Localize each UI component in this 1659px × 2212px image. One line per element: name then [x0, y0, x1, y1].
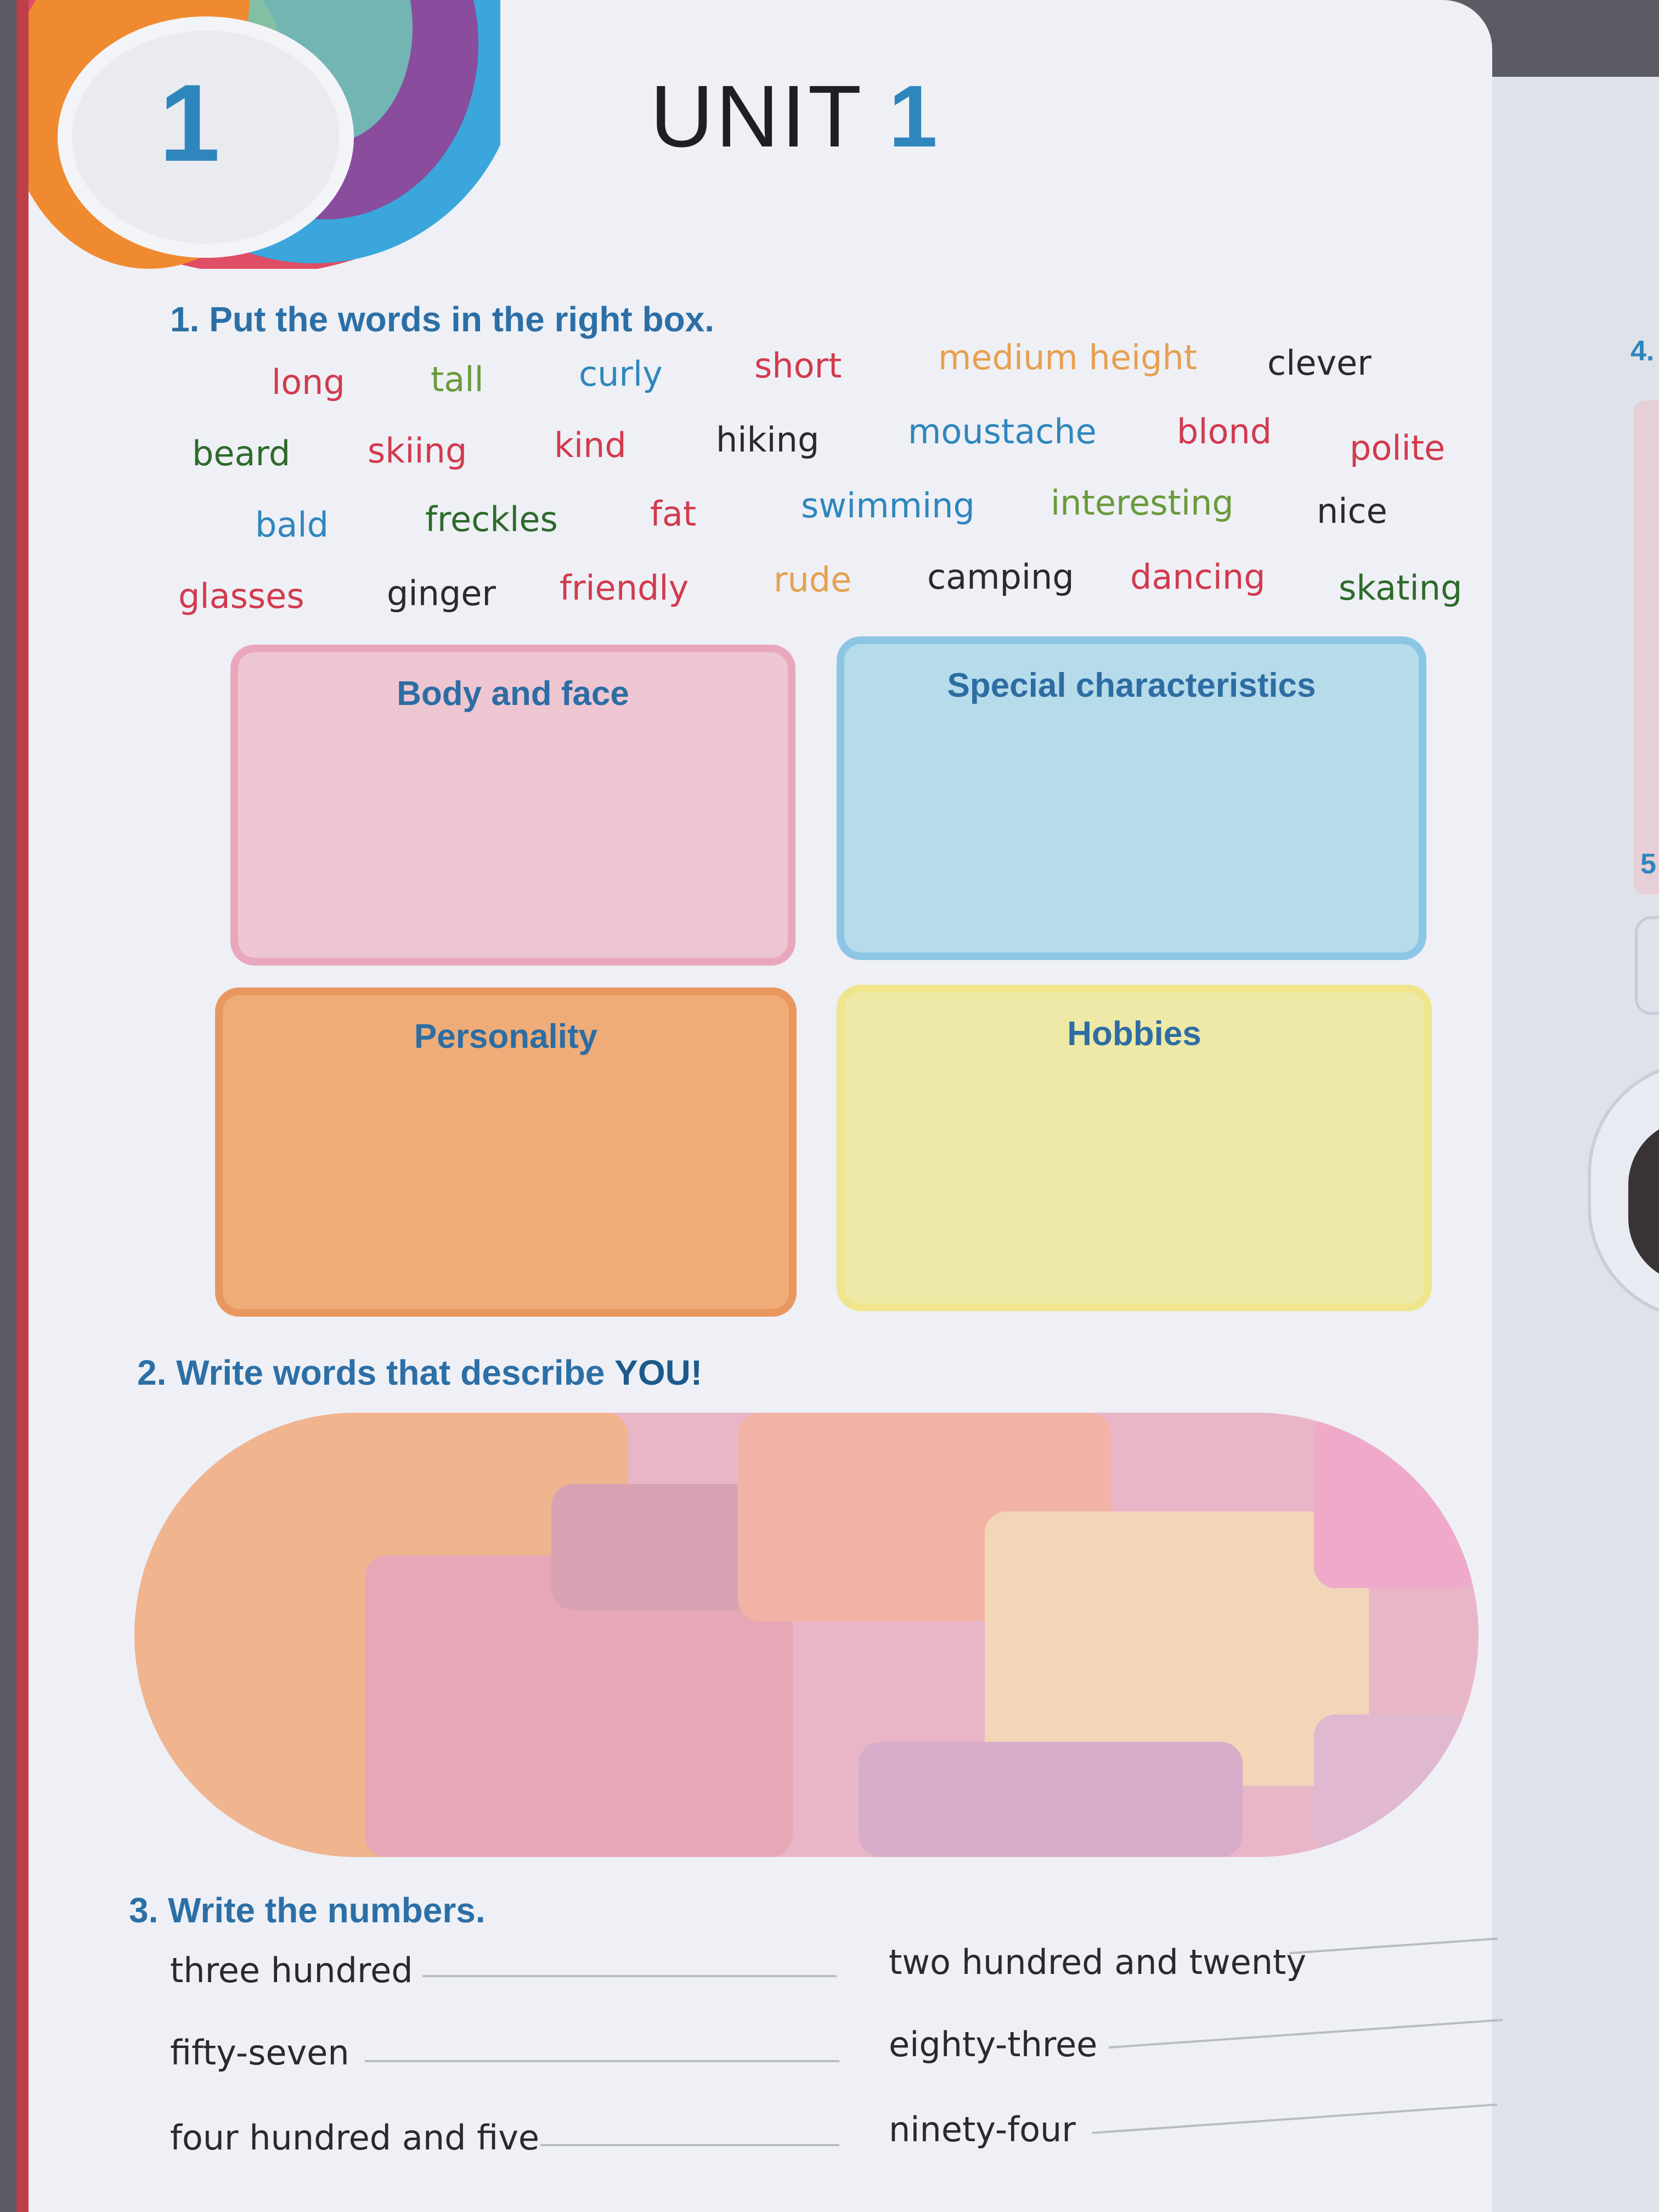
number-item: four hundred and five	[170, 2118, 540, 2158]
word-bank-item: bald	[255, 505, 329, 545]
word-bank-item: polite	[1350, 428, 1446, 468]
box-hobbies-header: Hobbies	[1067, 1015, 1201, 1053]
word-bank-item: ginger	[387, 573, 496, 613]
answer-line[interactable]	[365, 2060, 839, 2062]
page-spine	[16, 0, 29, 2212]
neighbor-page	[1481, 77, 1659, 2212]
unit-title-number: 1	[888, 67, 940, 165]
word-bank-item: camping	[927, 557, 1074, 597]
word-bank-item: skiing	[368, 431, 467, 471]
number-item: fifty-seven	[170, 2033, 349, 2073]
task-1-title: 1. Put the words in the right box.	[170, 300, 715, 339]
neighbor-pink-strip	[1634, 400, 1659, 894]
word-bank-item: moustache	[908, 411, 1097, 452]
box-personality-header: Personality	[414, 1018, 598, 1056]
describe-you-writing-band	[134, 1413, 1479, 1857]
box-special-characteristics	[837, 636, 1426, 960]
word-bank-item: friendly	[560, 568, 689, 608]
task-2-title-emphasis: YOU!	[614, 1353, 703, 1392]
unit-title-word: UNIT	[650, 67, 862, 165]
page-title	[650, 66, 940, 167]
word-bank-item: kind	[554, 425, 627, 465]
word-bank-item: long	[272, 362, 345, 402]
word-bank-item: dancing	[1130, 557, 1266, 597]
box-personality	[215, 988, 797, 1317]
box-body-and-face	[230, 645, 795, 966]
number-item: two hundred and twenty	[889, 1942, 1307, 1982]
word-bank-item: short	[754, 346, 842, 386]
number-item: ninety-four	[889, 2109, 1076, 2149]
neighbor-box-outline	[1635, 916, 1659, 1015]
word-bank-item: medium height	[938, 337, 1198, 377]
word-bank-item: interesting	[1051, 483, 1234, 523]
answer-line[interactable]	[540, 2144, 839, 2146]
task-2-title-prefix: 2. Write words that describe	[137, 1353, 615, 1392]
box-body-header: Body and face	[397, 675, 629, 713]
word-bank-item: freckles	[425, 499, 558, 539]
word-bank-item: nice	[1317, 491, 1387, 531]
number-item: three hundred	[170, 1950, 413, 1990]
unit-badge-number: 1	[159, 62, 221, 184]
word-bank-item: skating	[1339, 568, 1463, 608]
neighbor-task-4-number: 4.	[1630, 335, 1655, 367]
word-bank-item: clever	[1267, 343, 1372, 383]
box-hobbies	[837, 985, 1432, 1311]
task-3-title: 3. Write the numbers.	[129, 1891, 486, 1930]
word-bank-item: swimming	[801, 486, 975, 526]
word-bank-item: rude	[774, 560, 852, 600]
word-bank-item: fat	[650, 494, 697, 534]
word-bank-item: curly	[579, 354, 663, 394]
word-bank-item: beard	[192, 433, 291, 473]
neighbor-task-5-number: 5	[1640, 848, 1656, 880]
number-item: eighty-three	[889, 2024, 1098, 2064]
word-bank-item: hiking	[716, 420, 820, 460]
word-bank-item: blond	[1177, 411, 1272, 452]
word-bank-item: glasses	[178, 576, 304, 616]
task-2-title	[137, 1352, 702, 1393]
word-bank-item: tall	[431, 359, 484, 399]
box-special-header: Special characteristics	[947, 667, 1316, 704]
answer-line[interactable]	[422, 1975, 837, 1977]
